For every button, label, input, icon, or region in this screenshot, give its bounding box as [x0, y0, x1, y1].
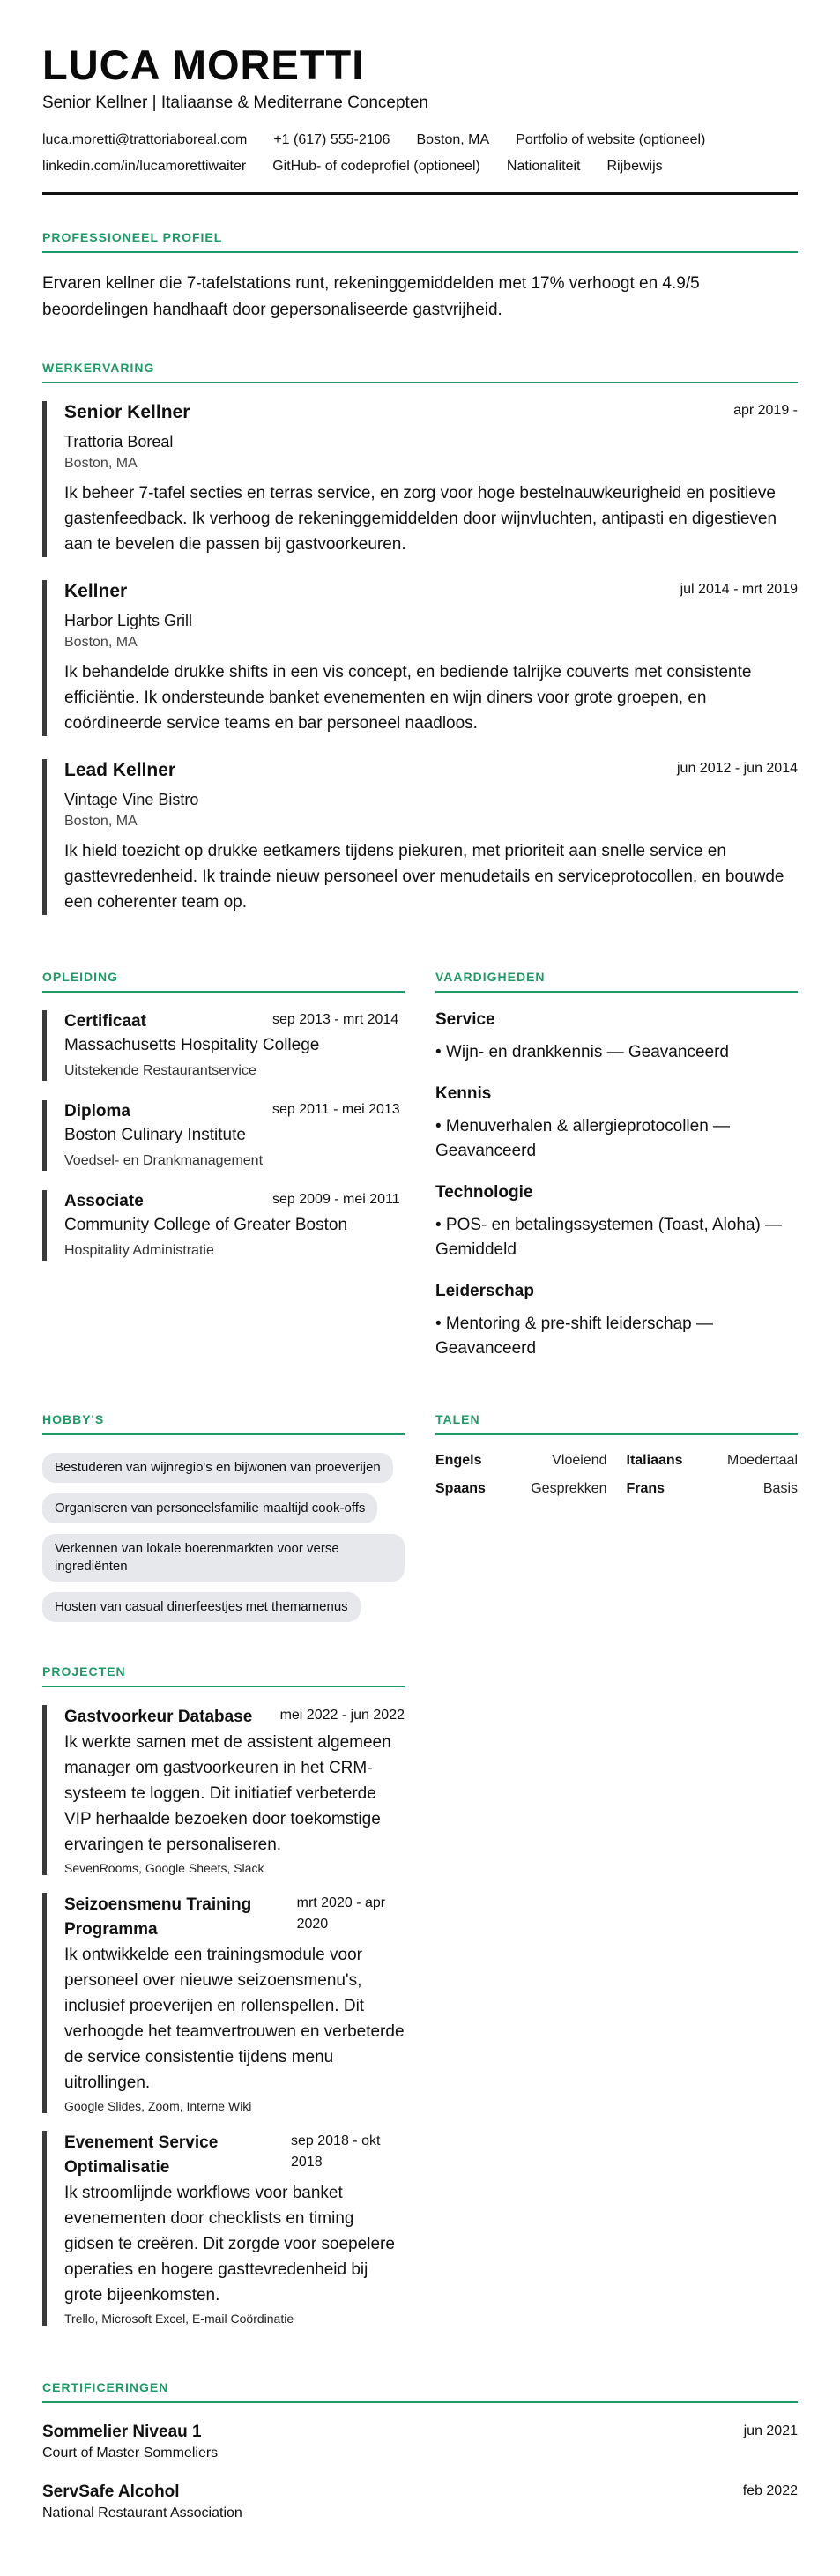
job-description: Ik behandelde drukke shifts in een vis concept, en bediende talrijke couverts met consistente efficiëntie. Ik ondersteunde banket evenementen en wijn diners voor grote groepen, en coördineerde service teams en bar personeel naadloos.	[64, 663, 752, 733]
job-location: Boston, MA	[64, 635, 138, 650]
education-degree: Associate	[64, 1192, 144, 1210]
education-degree: Diploma	[64, 1102, 130, 1120]
project-description: Ik ontwikkelde een trainingsmodule voor personeel over nieuwe seizoensmenu's, inclusief proeverijen en rollenspellen. Dit verhoogde het teamvertrouwen en verbeterde de service consistentie tijdens menu uitrollingen.	[64, 1946, 405, 2092]
certification-date: feb 2022	[742, 2483, 798, 2498]
project-entry	[42, 1893, 405, 2113]
skill-group	[435, 1084, 798, 1164]
experience-entry	[42, 580, 798, 736]
education-degree: Certificaat	[64, 1012, 146, 1031]
project-title: Seizoensmenu Training Programma	[64, 1895, 252, 1939]
languages-section-title: TALEN	[435, 1412, 798, 1435]
project-date: mrt 2020 - apr 2020	[296, 1895, 386, 1932]
contact-github[interactable]: GitHub- of codeprofiel (optioneel)	[272, 159, 480, 174]
candidate-headline: Senior Kellner | Italiaanse & Mediterrane Concepten	[42, 93, 428, 112]
skill-group	[435, 1282, 798, 1361]
project-description: Ik stroomlijnde workflows voor banket evenementen door checklists en timing gidsen te creëren. Dit zorgde voor soepelere operaties en hogere gasttevredenheid bij grote bijeenkomsten.	[64, 2184, 395, 2304]
job-title: Senior Kellner	[64, 402, 190, 422]
skill-category: Kennis	[435, 1084, 492, 1103]
skill-item: • Mentoring & pre-shift leiderschap — Geavanceerd	[435, 1314, 714, 1358]
job-title: Kellner	[64, 581, 128, 601]
education-field: Hospitality Administratie	[64, 1243, 214, 1258]
profile-summary: Ervaren kellner die 7-tafelstations runt, rekeninggemiddelden met 17% verhoogt en 4.9/5 beoordelingen handhaaft door gepersonaliseerde gastvrijheid.	[42, 274, 700, 319]
education-field: Uitstekende Restaurantservice	[64, 1063, 256, 1078]
project-entry	[42, 1705, 405, 1875]
education-field: Voedsel- en Drankmanagement	[64, 1153, 264, 1168]
skill-item: • Menuverhalen & allergieprotocollen — Geavanceerd	[435, 1117, 731, 1160]
education-section-title: OPLEIDING	[42, 970, 405, 993]
job-company: Harbor Lights Grill	[64, 612, 193, 629]
education-entry	[42, 1100, 405, 1171]
skill-category: Technologie	[435, 1183, 533, 1202]
certification-issuer: Court of Master Sommeliers	[42, 2446, 219, 2461]
certification-date: jun 2021	[743, 2423, 798, 2438]
contact-linkedin[interactable]: linkedin.com/in/lucamorettiwaiter	[42, 159, 247, 174]
project-title: Evenement Service Optimalisatie	[64, 2133, 219, 2177]
experience-entry	[42, 759, 798, 915]
skills-section-title: VAARDIGHEDEN	[435, 970, 798, 993]
projects-section-title: PROJECTEN	[42, 1664, 405, 1687]
skill-item: • POS- en betalingssystemen (Toast, Aloha) — Gemiddeld	[435, 1216, 783, 1259]
language-item	[627, 1481, 799, 1497]
education-entry	[42, 1010, 405, 1081]
project-tools: SevenRooms, Google Sheets, Slack	[64, 1861, 264, 1875]
job-description: Ik beheer 7-tafel secties en terras service, en zorg voor hoge bestelnauwkeurigheid en positieve gastenfeedback. Ik verhoog de rekeninggemiddelden door wijnvluchten, antipasti en digestieven aan te bevelen die passen bij gastvoorkeuren.	[64, 484, 777, 554]
profile-section-title: PROFESSIONEEL PROFIEL	[42, 230, 798, 253]
education-date: sep 2009 - mei 2011	[272, 1192, 400, 1207]
education-skills-row	[42, 938, 798, 1381]
contact-email[interactable]: luca.moretti@trattoriaboreal.com	[42, 132, 248, 147]
project-entry	[42, 2131, 405, 2326]
job-date: jul 2014 - mrt 2019	[680, 582, 798, 597]
contact-phone[interactable]: +1 (617) 555-2106	[273, 132, 390, 147]
hobby-list	[42, 1453, 405, 1633]
project-tools: Google Slides, Zoom, Interne Wiki	[64, 2099, 252, 2113]
language-name: Spaans	[435, 1481, 486, 1496]
projects-row	[42, 1633, 798, 2343]
job-description: Ik hield toezicht op drukke eetkamers tijdens piekuren, met prioriteit aan snelle service en gasttevredenheid. Ik trainde nieuw personeel over menudetails en serviceprotocollen, en bouwde een coherenter team op.	[64, 842, 784, 912]
contact-license: Rijbewijs	[606, 159, 663, 174]
job-date: apr 2019 -	[733, 403, 798, 418]
hobbies-languages-row	[42, 1381, 798, 1633]
certification-name: Sommelier Niveau 1	[42, 2423, 202, 2441]
education-school: Community College of Greater Boston	[64, 1216, 348, 1234]
skills-column	[435, 938, 798, 1381]
skill-group	[435, 1010, 798, 1065]
education-school: Boston Culinary Institute	[64, 1126, 246, 1144]
education-column	[42, 938, 405, 1381]
education-date: sep 2013 - mrt 2014	[272, 1012, 399, 1027]
header-divider	[42, 192, 798, 195]
hobbies-column	[42, 1381, 405, 1633]
job-location: Boston, MA	[64, 456, 138, 471]
skill-category: Leiderschap	[435, 1282, 534, 1300]
project-title: Gastvoorkeur Database	[64, 1708, 253, 1726]
project-date: sep 2018 - okt 2018	[291, 2133, 381, 2170]
contact-portfolio[interactable]: Portfolio of website (optioneel)	[516, 132, 706, 147]
language-item	[435, 1453, 607, 1469]
skill-group	[435, 1183, 798, 1262]
experience-entry	[42, 401, 798, 557]
projects-column	[42, 1633, 405, 2343]
job-company: Trattoria Boreal	[64, 433, 174, 450]
education-school: Massachusetts Hospitality College	[64, 1036, 320, 1054]
certifications-section-title: CERTIFICERINGEN	[42, 2380, 798, 2403]
job-company: Vintage Vine Bistro	[64, 791, 199, 808]
language-level: Gesprekken	[531, 1481, 607, 1496]
project-tools: Trello, Microsoft Excel, E-mail Coördinatie	[64, 2312, 294, 2326]
candidate-name: LUCA MORETTI	[42, 41, 365, 88]
hobby-tag: Verkennen van lokale boerenmarkten voor verse ingrediënten	[42, 1534, 405, 1582]
job-title: Lead Kellner	[64, 760, 176, 780]
language-level: Moedertaal	[726, 1453, 798, 1468]
certification-entry	[42, 2481, 798, 2523]
contact-row-secondary	[42, 159, 798, 175]
hobby-tag: Hosten van casual dinerfeestjes met themamenus	[42, 1592, 361, 1622]
education-entry	[42, 1190, 405, 1261]
contact-nationality: Nationaliteit	[506, 159, 581, 174]
certification-issuer: National Restaurant Association	[42, 2505, 242, 2520]
language-item	[627, 1453, 799, 1469]
language-name: Frans	[626, 1481, 665, 1496]
resume-header	[42, 42, 798, 195]
job-date: jun 2012 - jun 2014	[677, 761, 798, 776]
experience-list	[42, 401, 798, 915]
hobby-tag: Organiseren van personeelsfamilie maaltijd cook-offs	[42, 1493, 377, 1523]
job-location: Boston, MA	[64, 814, 138, 829]
skill-item: • Wijn- en drankkennis — Geavanceerd	[435, 1043, 729, 1061]
projects-spacer-column	[435, 1633, 798, 2343]
project-description: Ik werkte samen met de assistent algemeen manager om gastvoorkeuren in het CRM-systeem te loggen. Dit initiatief verbeterde VIP herhaalde bezoeken door toekomstige ervaringen te personaliseren.	[64, 1733, 391, 1854]
skill-category: Service	[435, 1010, 495, 1029]
certification-entry	[42, 2421, 798, 2463]
language-name: Italiaans	[626, 1453, 683, 1468]
hobby-tag: Bestuderen van wijnregio's en bijwonen van proeverijen	[42, 1453, 393, 1483]
experience-section-title: WERKERVARING	[42, 361, 798, 383]
certification-list	[42, 2421, 798, 2523]
education-date: sep 2011 - mei 2013	[272, 1102, 400, 1117]
contact-row-primary	[42, 132, 798, 148]
language-level: Basis	[762, 1481, 798, 1496]
language-list	[435, 1453, 798, 1497]
certification-name: ServSafe Alcohol	[42, 2483, 180, 2501]
language-item	[435, 1481, 607, 1497]
language-name: Engels	[435, 1453, 482, 1468]
hobbies-section-title: HOBBY'S	[42, 1412, 405, 1435]
contact-location: Boston, MA	[416, 132, 490, 147]
project-date: mei 2022 - jun 2022	[279, 1708, 405, 1723]
language-level: Vloeiend	[552, 1453, 607, 1468]
languages-column	[435, 1381, 798, 1633]
